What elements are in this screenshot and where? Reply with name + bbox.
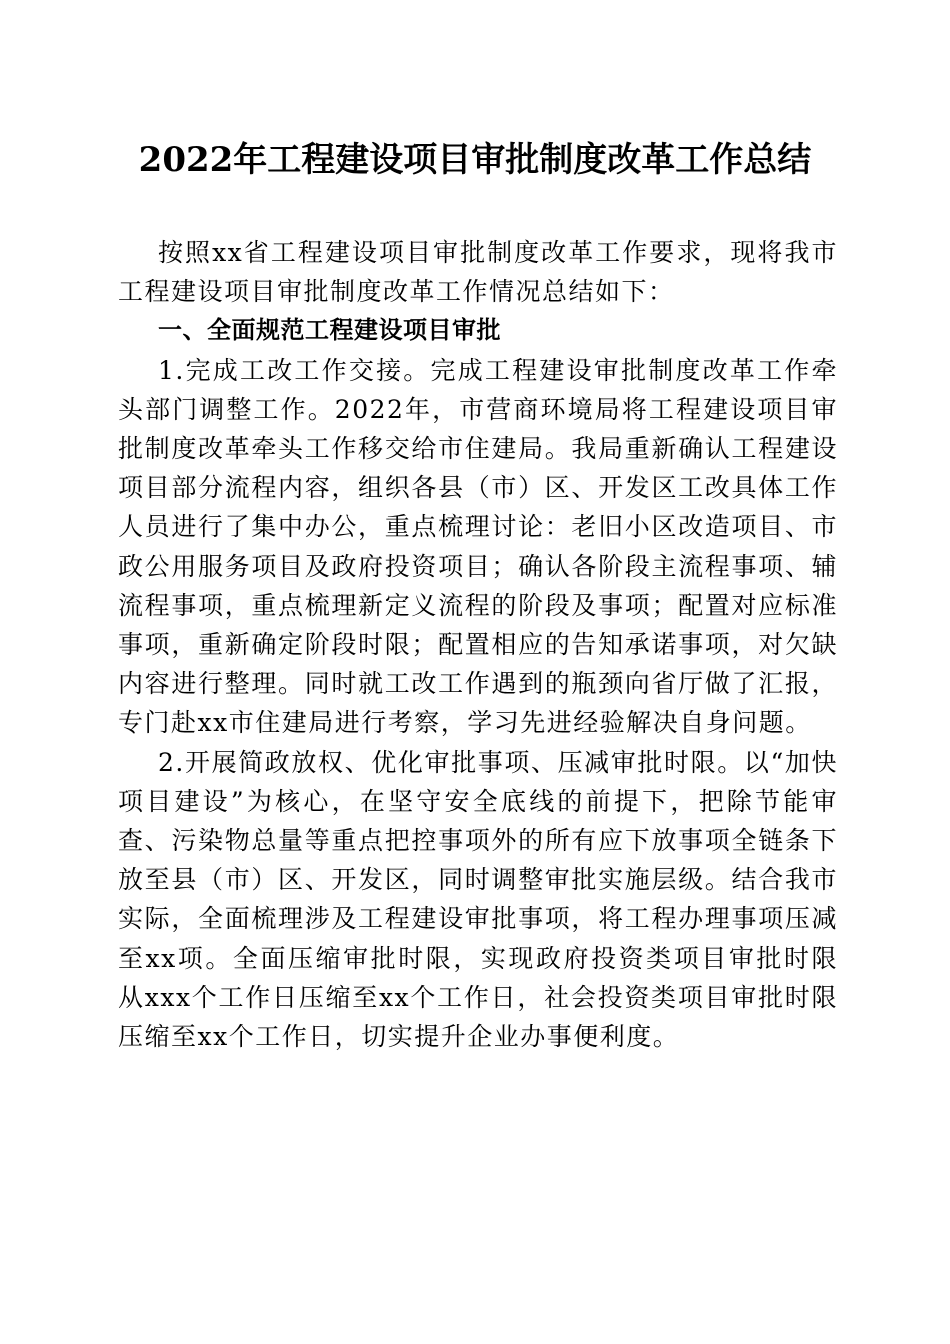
section-heading: 一、全面规范工程建设项目审批 xyxy=(158,316,501,345)
document-title: 2022年工程建设项目审批制度改革工作总结 xyxy=(138,140,812,180)
intro-paragraph: 按照xx省工程建设项目审批制度改革工作要求，现将我市工程建设项目审批制度改革工作情况总结如下： xyxy=(118,238,838,307)
document-body xyxy=(118,233,838,1056)
paragraph-item-2: 2.开展简政放权、优化审批事项、压减审批时限。以“加快项目建设”为核心，在坚守安全底线的前提下，把除节能审查、污染物总量等重点把控事项外的所有应下放事项全链条下放至县（市）区、开发区，同时调整审批实施层级。结合我市实际，全面梳理涉及工程建设审批事项，将工程办理事项压减至xx项。全面压缩审批时限，实现政府投资类项目审批时限从xxx个工作日压缩至xx个工作日，社会投资类项目审批时限压缩至xx个工作日，切实提升企业办事便利度。 xyxy=(118,747,838,1052)
paragraph-item-1: 1.完成工改工作交接。完成工程建设审批制度改革工作牵头部门调整工作。2022年，市营商环境局将工程建设项目审批制度改革牵头工作移交给市住建局。我局重新确认工程建设项目部分流程内容，组织各县（市）区、开发区工改具体工作人员进行了集中办公，重点梳理讨论：老旧小区改造项目、市政公用服务项目及政府投资项目；确认各阶段主流程事项、辅流程事项，重点梳理新定义流程的阶段及事项；配置对应标准事项，重新确定阶段时限；配置相应的告知承诺事项，对欠缺内容进行整理。同时就工改工作遇到的瓶颈向省厅做了汇报，专门赴xx市住建局进行考察，学习先进经验解决自身问题。 xyxy=(118,355,838,738)
